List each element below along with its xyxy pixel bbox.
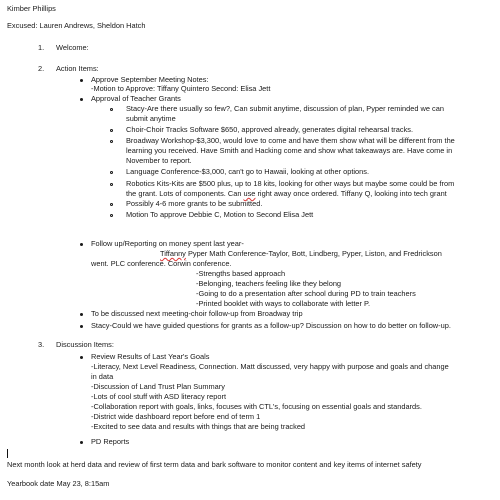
followup-detail: -Belonging, teachers feeling like they belong: [196, 279, 342, 288]
bullet-icon: [80, 79, 83, 82]
section-number: 3.: [38, 340, 45, 349]
review-detail: -Lots of cool stuff with ASD literacy report: [91, 392, 227, 401]
review-detail: -Excited to see data and results with things that are being tracked: [91, 422, 306, 431]
spellcheck-word: use: [243, 189, 256, 198]
section-title-discussion-items: Discussion Items:: [56, 340, 114, 349]
grant-item-continued: the grant. Lots of components. Can use right away once ordered. Tiffany Q, looking into tech grant: [126, 189, 447, 198]
list-item: Follow up/Reporting on money spent last year-: [91, 239, 244, 248]
grant-item: Stacy-Are there usually so few?, Can submit anytime, discussion of plan, Pyper reminded we can: [126, 104, 444, 113]
list-item: Approve September Meeting Notes:: [91, 75, 209, 84]
followup-detail: -Going to do a presentation after school during PD to train teachers: [196, 289, 416, 298]
sub-bullet-icon: [110, 129, 113, 132]
grant-item: Motion To approve Debbie C, Motion to Second Elisa Jett: [126, 210, 314, 219]
list-item: Review Results of Last Year's Goals: [91, 352, 210, 361]
grant-item: Choir-Choir Tracks Software $650, approved already, generates digital rehearsal tracks.: [126, 125, 414, 134]
review-detail: -Literacy, Next Level Readiness, Connection. Matt discussed, very happy with purpose and goals and change: [91, 362, 449, 371]
section-number: 2.: [38, 64, 45, 73]
followup-detail: -Printed booklet with ways to collaborate with letter P.: [196, 299, 371, 308]
list-item: To be discussed next meeting-choir follow-up from Broadway trip: [91, 309, 303, 318]
grant-item: Language Conference-$3,000, can't go to Hawaii, looking at other options.: [126, 167, 370, 176]
grant-item: Robotics Kits-Kits are $500 plus, up to 18 kits, looking for other ways but maybe some could be from: [126, 179, 455, 188]
text-cursor[interactable]: [7, 449, 8, 458]
motion-line: -Motion to Approve: Tiffany Quintero Second: Elisa Jett: [91, 84, 271, 93]
bullet-icon: [80, 313, 83, 316]
sub-bullet-icon: [110, 203, 113, 206]
spellcheck-word: Tiffanny: [160, 249, 186, 258]
followup-line: Tiffanny Pyper Math Conference-Taylor, Bott, Lindberg, Pyper, Liston, and Fredrickson: [160, 249, 442, 258]
review-detail: -Collaboration report with goals, links, focuses with CTL's, focusing on essential goals and standards.: [91, 402, 422, 411]
sub-bullet-icon: [110, 183, 113, 186]
list-item: Approval of Teacher Grants: [91, 94, 181, 103]
next-month-line: Next month look at herd data and review of first term data and bark software to monitor content and key items of internet safety: [7, 460, 422, 469]
section-title-action-items: Action Items:: [56, 64, 99, 73]
grant-item-continued: submit anytime: [126, 114, 176, 123]
bullet-icon: [80, 243, 83, 246]
bullet-icon: [80, 98, 83, 101]
section-title-welcome: Welcome:: [56, 43, 89, 52]
bullet-icon: [80, 441, 83, 444]
section-number: 1.: [38, 43, 45, 52]
bullet-icon: [80, 325, 83, 328]
list-item: PD Reports: [91, 437, 130, 446]
sub-bullet-icon: [110, 214, 113, 217]
grant-item: Broadway Workshop-$3,300, would love to come and have them show what will be different from the: [126, 136, 455, 145]
grant-item: Possibly 4-6 more grants to be submitted.: [126, 199, 263, 208]
sub-bullet-icon: [110, 171, 113, 174]
review-detail: -District wide dashboard report before end of term 1: [91, 412, 261, 421]
list-item: Stacy-Could we have guided questions for grants as a follow-up? Discussion on how to do better on follow-up.: [91, 321, 451, 330]
grant-item-continued: November to report.: [126, 156, 192, 165]
followup-detail: -Strengths based approach: [196, 269, 286, 278]
attendee-line-end: Kimber Phillips: [7, 4, 56, 13]
yearbook-line: Yearbook date May 23, 8:15am: [7, 479, 110, 488]
excused-line: Excused: Lauren Andrews, Sheldon Hatch: [7, 21, 146, 30]
sub-bullet-icon: [110, 140, 113, 143]
bullet-icon: [80, 356, 83, 359]
review-detail: -Discussion of Land Trust Plan Summary: [91, 382, 225, 391]
sub-bullet-icon: [110, 108, 113, 111]
followup-line: went. PLC conference. Corwin conference.: [91, 259, 232, 268]
grant-item-continued: learning you received. Have Smith and Hacking come and show what takeaways are. Have come in: [126, 146, 453, 155]
review-detail: in data: [91, 372, 114, 381]
